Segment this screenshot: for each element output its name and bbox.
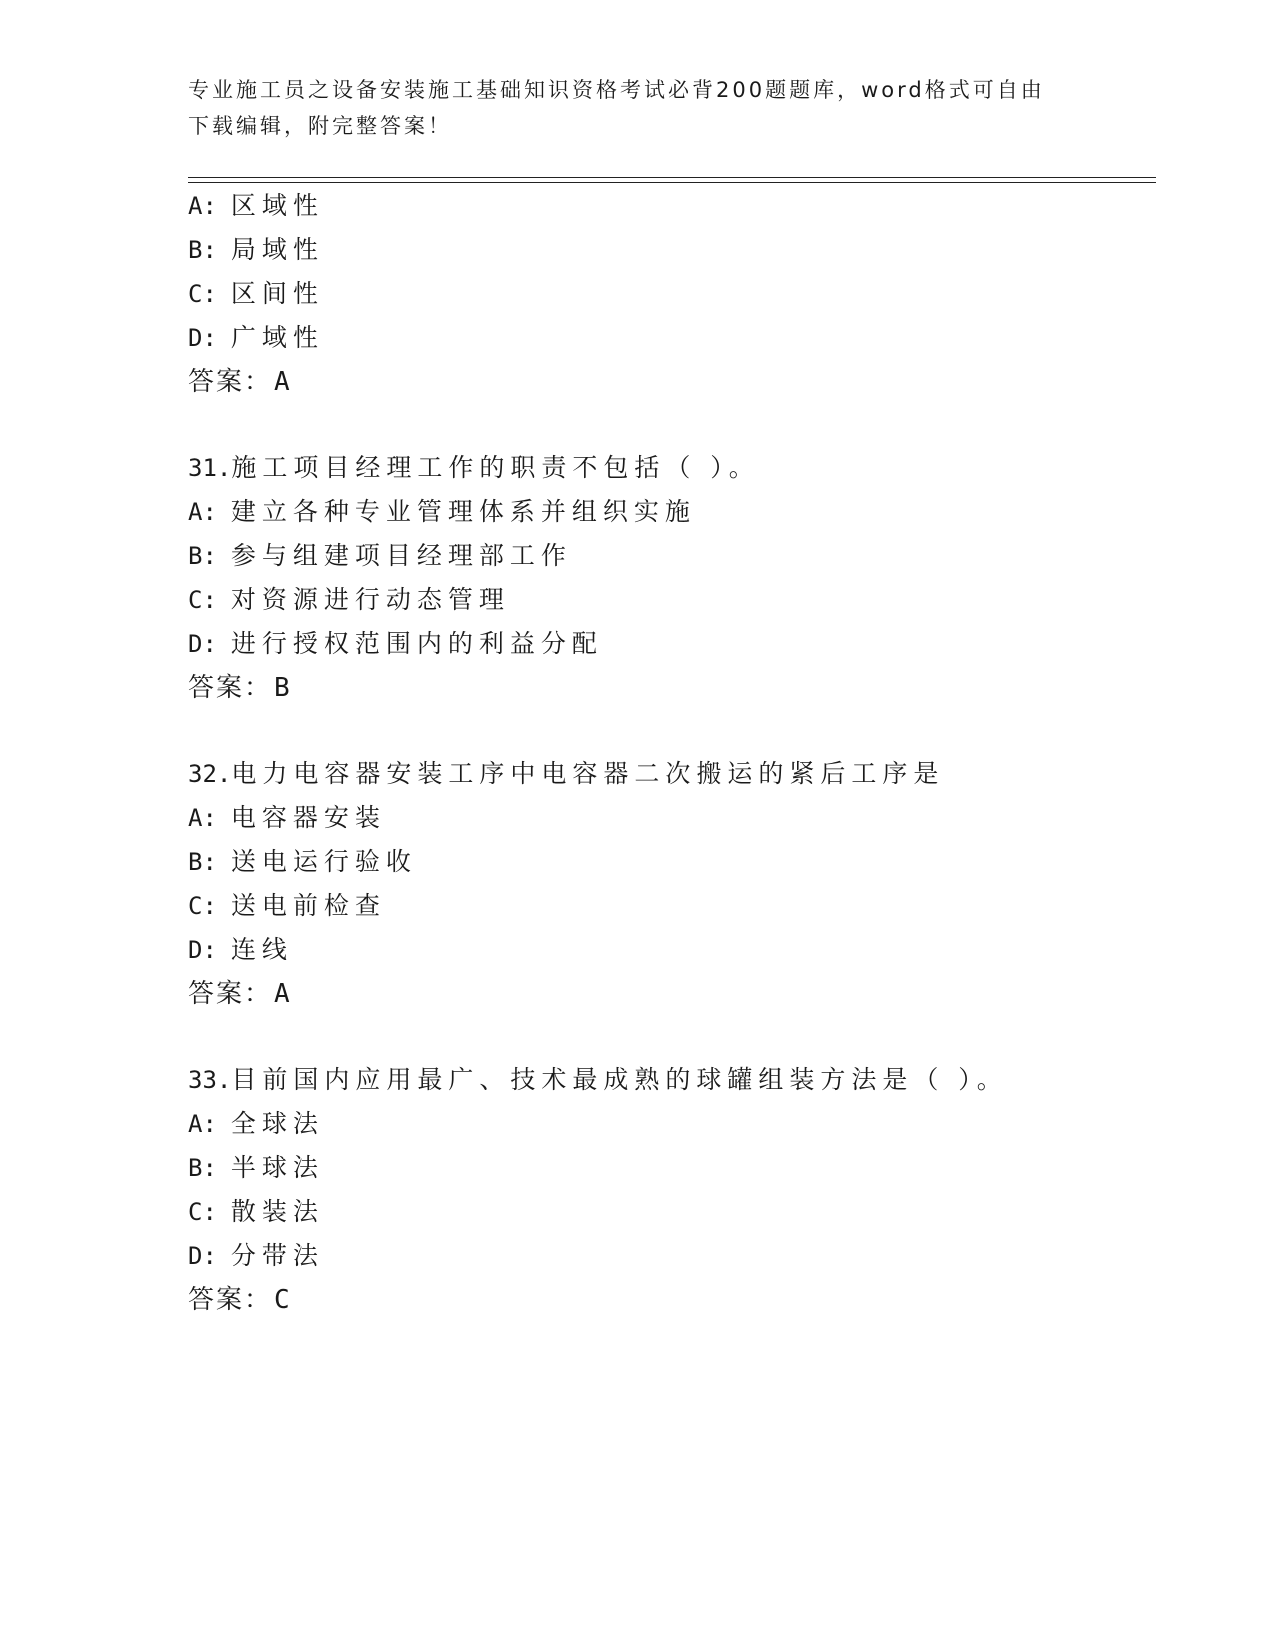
q33-option-b: B: 半球法 — [188, 1153, 324, 1182]
q32-option-b: B: 送电运行验收 — [188, 847, 417, 876]
q32-answer: 答案：A — [188, 979, 292, 1009]
q30-option-c: C: 区间性 — [188, 279, 324, 308]
q32-option-d: D: 连线 — [188, 935, 293, 964]
header-line-1: 专业施工员之设备安装施工基础知识资格考试必背200题题库，word格式可自由 — [188, 78, 1045, 102]
header-divider-top — [188, 177, 1156, 178]
q33-option-a: A: 全球法 — [188, 1109, 324, 1138]
q31-answer: 答案：B — [188, 673, 292, 703]
q30-answer: 答案：A — [188, 367, 292, 397]
q31-stem: 31.施工项目经理工作的职责不包括（ ）。 — [188, 453, 760, 482]
q32-option-c: C: 送电前检查 — [188, 891, 386, 920]
q30-option-d: D: 广域性 — [188, 323, 324, 352]
header-divider-bottom — [188, 182, 1156, 183]
q32-option-a: A: 电容器安装 — [188, 803, 386, 832]
q31-option-d: D: 进行授权范围内的利益分配 — [188, 629, 603, 658]
header-line-2: 下载编辑，附完整答案！ — [188, 114, 452, 138]
q31-option-c: C: 对资源进行动态管理 — [188, 585, 510, 614]
q33-option-c: C: 散装法 — [188, 1197, 324, 1226]
q33-option-d: D: 分带法 — [188, 1241, 324, 1270]
q31-option-b: B: 参与组建项目经理部工作 — [188, 541, 572, 570]
q31-option-a: A: 建立各种专业管理体系并组织实施 — [188, 497, 696, 526]
q33-stem: 33.目前国内应用最广、技术最成熟的球罐组装方法是（ ）。 — [188, 1065, 1008, 1094]
q30-option-b: B: 局域性 — [188, 235, 324, 264]
q32-stem: 32.电力电容器安装工序中电容器二次搬运的紧后工序是 — [188, 759, 945, 788]
q30-option-a: A: 区域性 — [188, 191, 324, 220]
document-header — [188, 72, 1088, 144]
q33-answer: 答案：C — [188, 1285, 292, 1315]
